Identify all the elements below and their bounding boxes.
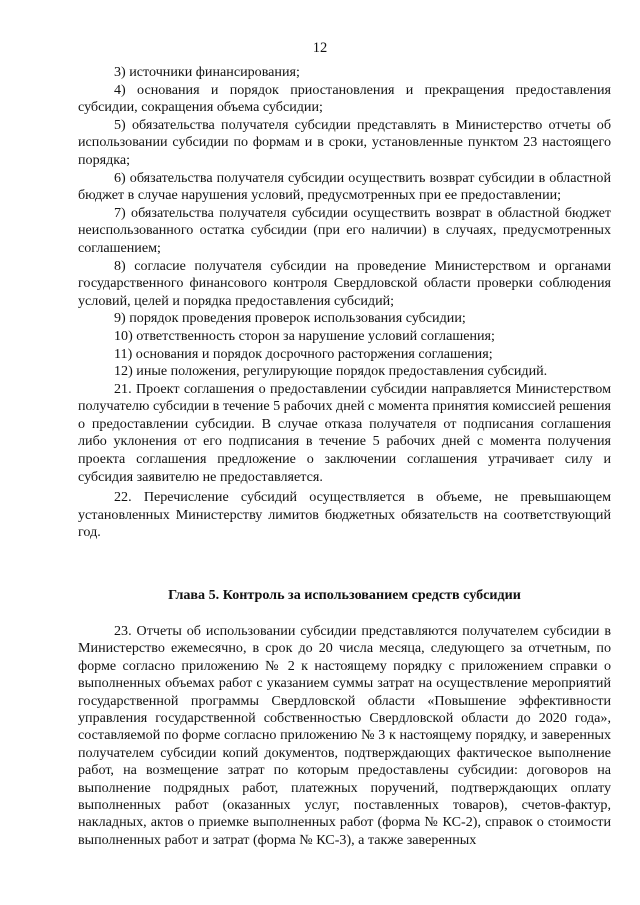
body-text (78, 64, 611, 542)
paragraph: 5) обязательства получателя субсидии представлять в Министерство отчеты об использовании субсидии по формам и в сроки, установленные пунктом 23 настоящего порядка; (78, 116, 611, 168)
paragraph: 21. Проект соглашения о предоставлении субсидии направляется Министерством получателю субсидии в течение 5 рабочих дней с момента принятия комиссией решения о предоставлении субсидии. В случае отказа получателя от подписания соглашения либо уклонения от его подписания в течение 5 рабочих дней с момента получения проекта соглашения предложение о заключении соглашения утрачивает силу и субсидия заявителю не предоставляется. (78, 380, 611, 485)
paragraph: 8) согласие получателя субсидии на проведение Министерством и органами государственного финансового контроля Свердловской области проверки соблюдения условий, целей и порядка предоставления субсидий; (78, 257, 611, 309)
paragraph: 11) основания и порядок досрочного расторжения соглашения; (114, 345, 493, 362)
chapter-heading: Глава 5. Контроль за использованием средств субсидии (168, 587, 521, 603)
paragraph: 4) основания и порядок приостановления и прекращения предоставления субсидии, сокращения объема субсидии; (78, 81, 611, 116)
paragraph: 22. Перечисление субсидий осуществляется в объеме, не превышающем установленных Министерству лимитов бюджетных обязательств на соответствующий год. (78, 489, 611, 541)
paragraph: 3) источники финансирования; (114, 64, 300, 80)
paragraph: 10) ответственность сторон за нарушение условий соглашения; (114, 327, 495, 344)
paragraph: 6) обязательства получателя субсидии осуществить возврат субсидии в областной бюджет в случае нарушения условий, предусмотренных при ее предоставлении; (78, 169, 611, 204)
paragraph: 23. Отчеты об использовании субсидии представляются получателем субсидии в Министерство ежемесячно, в срок до 20 числа месяца, следующего за отчетным, по форме согласно приложению № 2 к настоящему порядку с приложением справки о выполненных объемах работ с указанием суммы затрат на осуществление мероприятий государственной программы Свердловской области «Повышение эффективности управления государственной собственностью Свердловской области до 2020 года», составляемой по форме согласно приложению № 3 к настоящему порядку, и заверенных получателем субсидии копий документов, подтверждающих фактическое выполнение работ, на возмещение затрат по которым предоставлены субсидии: договоров на выполнение подрядных работ, платежных поручений, подтверждающих оплату выполненных работ (оказанных услуг, поставленных товаров), счетов-фактур, накладных, актов о приемке выполненных работ (форма № КС-2), справок о стоимости выполненных работ и затрат (форма № КС-3), а также заверенных (78, 623, 611, 848)
body-text-chapter-5 (78, 623, 611, 849)
page-number: 12 (312, 40, 328, 56)
paragraph: 9) порядок проведения проверок использования субсидии; (114, 310, 466, 327)
paragraph: 7) обязательства получателя субсидии осуществить возврат в областной бюджет неиспользованного остатка субсидии (при его наличии) в случаях, предусмотренных соглашением; (78, 204, 611, 256)
paragraph: 12) иные положения, регулирующие порядок предоставления субсидий. (114, 363, 548, 380)
